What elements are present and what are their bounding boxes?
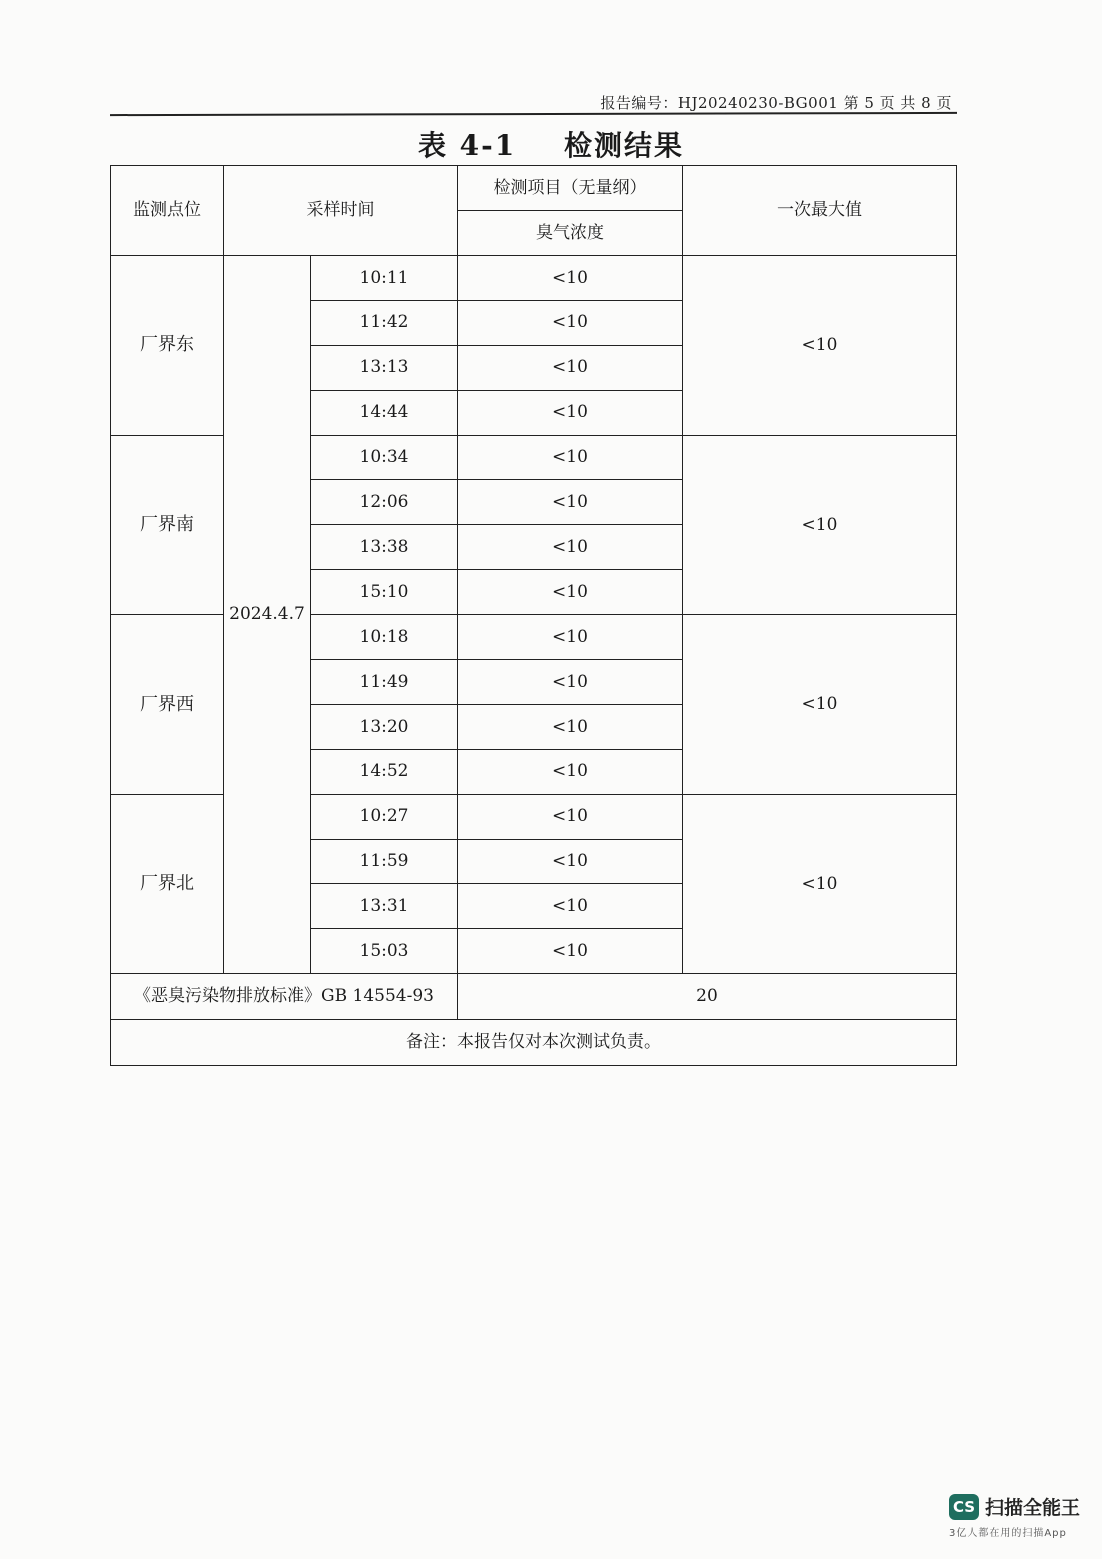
site-name: 厂界南 bbox=[111, 435, 224, 615]
max-value: <10 bbox=[683, 794, 957, 974]
header-sampling-time: 采样时间 bbox=[224, 166, 458, 256]
results-table bbox=[110, 165, 957, 1066]
watermark-tagline: 3亿人都在用的扫描App bbox=[948, 1528, 1067, 1539]
sampling-time: 10:34 bbox=[311, 435, 458, 480]
standard-label: 《恶臭污染物排放标准》GB 14554-93 bbox=[111, 974, 458, 1020]
table-caption: 检测结果 bbox=[564, 129, 685, 162]
odor-value: <10 bbox=[458, 435, 683, 480]
odor-value: <10 bbox=[458, 660, 683, 705]
table-title bbox=[0, 124, 1102, 164]
max-value: <10 bbox=[683, 435, 957, 615]
report-number: 报告编号：HJ20240230-BG001 第 5 页 共 8 页 bbox=[600, 94, 952, 112]
odor-value: <10 bbox=[458, 480, 683, 525]
max-value: <10 bbox=[683, 615, 957, 795]
sampling-time: 13:20 bbox=[311, 704, 458, 749]
header-test-item: 检测项目（无量纲） bbox=[458, 166, 683, 211]
watermark-app-name: 扫描全能王 bbox=[984, 1497, 1080, 1519]
max-value: <10 bbox=[683, 256, 957, 436]
scanner-watermark bbox=[949, 1493, 1080, 1539]
header-site: 监测点位 bbox=[111, 166, 224, 256]
site-name: 厂界东 bbox=[111, 256, 224, 436]
odor-value: <10 bbox=[458, 300, 683, 345]
header-rule bbox=[110, 112, 957, 116]
sampling-time: 15:03 bbox=[311, 929, 458, 974]
odor-value: <10 bbox=[458, 794, 683, 839]
odor-value: <10 bbox=[458, 929, 683, 974]
sampling-time: 13:38 bbox=[311, 525, 458, 570]
standard-row bbox=[111, 974, 957, 1020]
odor-value: <10 bbox=[458, 390, 683, 435]
sampling-time: 14:52 bbox=[311, 749, 458, 794]
header-max-value: 一次最大值 bbox=[683, 166, 957, 256]
sampling-time: 11:59 bbox=[311, 839, 458, 884]
odor-value: <10 bbox=[458, 884, 683, 929]
sampling-time: 10:27 bbox=[311, 794, 458, 839]
odor-value: <10 bbox=[458, 345, 683, 390]
sampling-time: 14:44 bbox=[311, 390, 458, 435]
sampling-time: 10:18 bbox=[311, 615, 458, 660]
remark: 备注：本报告仅对本次测试负责。 bbox=[111, 1020, 957, 1066]
header-parameter: 臭气浓度 bbox=[458, 211, 683, 256]
note-row bbox=[111, 1020, 957, 1066]
sampling-time: 11:42 bbox=[311, 300, 458, 345]
sampling-time: 13:13 bbox=[311, 345, 458, 390]
sampling-time: 15:10 bbox=[311, 570, 458, 615]
sampling-time: 10:11 bbox=[311, 256, 458, 301]
site-name: 厂界北 bbox=[111, 794, 224, 974]
odor-value: <10 bbox=[458, 839, 683, 884]
odor-value: <10 bbox=[458, 570, 683, 615]
sampling-time: 12:06 bbox=[311, 480, 458, 525]
sampling-time: 11:49 bbox=[311, 660, 458, 705]
standard-limit: 20 bbox=[458, 974, 957, 1020]
sampling-date: 2024.4.7 bbox=[224, 256, 311, 974]
camscanner-logo-icon: CS bbox=[949, 1494, 979, 1520]
table-number: 表 4-1 bbox=[417, 129, 517, 162]
odor-value: <10 bbox=[458, 256, 683, 301]
odor-value: <10 bbox=[458, 525, 683, 570]
odor-value: <10 bbox=[458, 615, 683, 660]
site-name: 厂界西 bbox=[111, 615, 224, 795]
table-row bbox=[111, 256, 957, 301]
odor-value: <10 bbox=[458, 749, 683, 794]
odor-value: <10 bbox=[458, 704, 683, 749]
sampling-time: 13:31 bbox=[311, 884, 458, 929]
